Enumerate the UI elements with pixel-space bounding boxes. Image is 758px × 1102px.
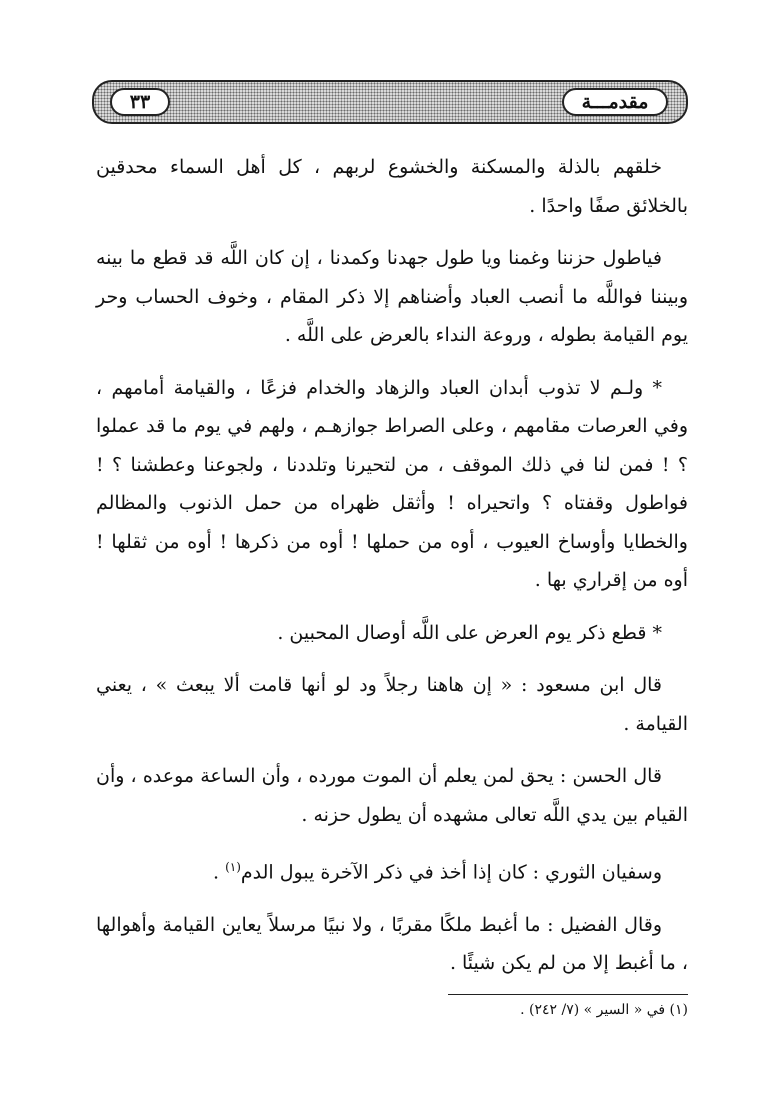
paragraph-7-end: . <box>212 861 226 884</box>
page-number: ٣٣ <box>110 88 170 116</box>
paragraph-1: خلقهم بالذلة والمسكنة والخشوع لربهم ، كل أهل السماء محدقين بالخلائق صفًا واحدًا . <box>96 156 688 217</box>
section-title: مقدمـــة <box>562 88 668 116</box>
footnote: (١) في « السير » (٧/ ٢٤٢) . <box>520 1002 688 1018</box>
paragraph-3: * ولـم لا تذوب أبدان العباد والزهاد والخدام فزعًا ، والقيامة أمامهم ، وفي العرصات مقامهم ، وعلى الصراط جوازهـم ، ولهم في يوم ما قد عملوا ؟ ! فمن لنا في ذلك الموقف ، من لتحيرنا وتلددنا ، ولجوعنا وعطشنا ؟ ! فواطول وقفتاه ؟ واتحيراه ! وأثقل ظهراه من حمل الذنوب والمظالم والخطايا وأوساخ العيوب ، أوه من حملها ! أوه من ذكرها ! أوه من ثقلها ! أوه من إقراري بها . <box>96 376 688 591</box>
paragraph-2: فياطول حزننا وغمنا ويا طول جهدنا وكمدنا ، إن كان اللَّه قد قطع ما بينه وبيننا فواللَّه ما أنصب العباد وأضناهم إلا ذكر المقام ، وخوف الحساب وحر يوم القيامة بطوله ، وروعة النداء بالعرض على اللَّه . <box>96 247 688 346</box>
paragraph-5: قال ابن مسعود : « إن هاهنا رجلاً ود لو أنها قامت ألا يبعث » ، يعني القيامة . <box>96 674 688 735</box>
page-body <box>96 148 688 997</box>
footnote-reference: (١) <box>225 860 241 874</box>
paragraph-8: وقال الفضيل : ما أغبط ملكًا مقربًا ، ولا نبيًا مرسلاً يعاين القيامة وأهوالها ، ما أغبط إلا من لم يكن شيئًا . <box>96 913 688 975</box>
paragraph-7-text: وسفيان الثوري : كان إذا أخذ في ذكر الآخرة يبول الدم <box>240 861 662 884</box>
paragraph-6: قال الحسن : يحق لمن يعلم أن الموت مورده ، وأن الساعة موعده ، وأن القيام بين يدي اللَّه تعالى مشهده أن يطول حزنه . <box>96 765 688 826</box>
paragraph-7 <box>96 848 688 892</box>
page-header <box>92 80 688 124</box>
paragraph-4: * قطع ذكر يوم العرض على اللَّه أوصال المحبين . <box>277 621 662 644</box>
footnote-divider <box>448 994 688 995</box>
